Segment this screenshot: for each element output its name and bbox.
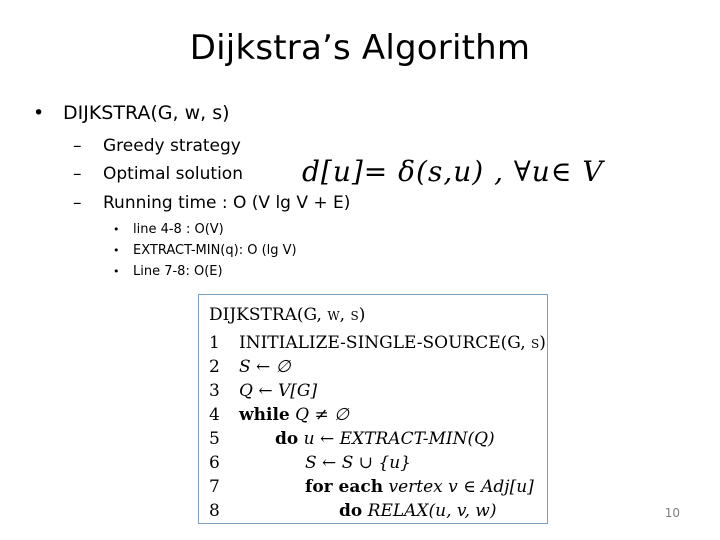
bullet-text: DIJKSTRA(G, w, s)	[63, 102, 230, 124]
line-number: 3	[209, 381, 220, 401]
keyword: for each	[305, 477, 384, 497]
pseudocode-line-1	[209, 333, 546, 357]
sub-sub-bullet-line-4-8: • line 4-8 : O(V)	[113, 222, 224, 237]
sub-bullet-running-time: – Running time : O (V lg V + E)	[73, 193, 351, 213]
sub-bullet-text: Optimal solution	[103, 164, 243, 184]
line-number: 7	[209, 477, 220, 497]
pseudocode-line-2	[209, 357, 291, 381]
keyword: do	[275, 429, 299, 449]
sub-bullet-text: Running time : O (V lg V + E)	[103, 193, 351, 213]
sub-sub-bullet-extract-min: • EXTRACT-MIN(q): O (lg V)	[113, 243, 297, 258]
line-code: S ← S ∪ {u}	[305, 453, 411, 473]
sub-sub-bullet-text: line 4-8 : O(V)	[133, 222, 224, 237]
pseudocode-line-4	[209, 405, 349, 429]
line-code: do u ← EXTRACT-MIN(Q)	[275, 429, 495, 449]
line-code: for each vertex v ∈ Adj[u]	[305, 477, 534, 497]
dijkstra-pseudocode-box	[198, 294, 548, 524]
shortest-path-formula: d[u]= δ(s,u) , ∀u∈ V	[302, 155, 604, 188]
pseudocode-line-7	[209, 477, 534, 501]
sub-sub-bullet-text: Line 7-8: O(E)	[133, 264, 223, 279]
line-code: do RELAX(u, v, w)	[339, 501, 497, 521]
bullet-dot: •	[33, 102, 45, 124]
sub-bullet-optimal: – Optimal solution	[73, 164, 243, 184]
sub-sub-bullet-text: EXTRACT-MIN(q): O (lg V)	[133, 243, 297, 258]
line-code: while Q ≠ ∅	[239, 405, 349, 425]
pseudocode-line-6	[209, 453, 411, 477]
sub-sub-bullet-line-7-8: • Line 7-8: O(E)	[113, 264, 223, 279]
pseudocode-line-5	[209, 429, 495, 453]
slide-title: Dijkstra’s Algorithm	[189, 28, 531, 68]
line-code: INITIALIZE-SINGLE-SOURCE(G, s)	[239, 333, 546, 353]
line-number: 6	[209, 453, 220, 473]
pseudocode-line-3	[209, 381, 317, 405]
line-number: 8	[209, 501, 220, 521]
page-number: 10	[664, 506, 680, 520]
line-number: 1	[209, 333, 220, 353]
pseudocode-header: DIJKSTRA(G, w, s)	[209, 305, 366, 325]
line-number: 4	[209, 405, 220, 425]
keyword: do	[339, 501, 363, 521]
line-code: Q ← V[G]	[239, 381, 318, 401]
pseudocode-line-8	[209, 501, 496, 525]
line-code: S ← ∅	[239, 357, 291, 377]
line-number: 2	[209, 357, 220, 377]
line-number: 5	[209, 429, 220, 449]
keyword: while	[239, 405, 290, 425]
sub-bullet-greedy: – Greedy strategy	[73, 136, 241, 156]
sub-bullet-text: Greedy strategy	[103, 136, 241, 156]
bullet-dijkstra	[33, 102, 230, 124]
